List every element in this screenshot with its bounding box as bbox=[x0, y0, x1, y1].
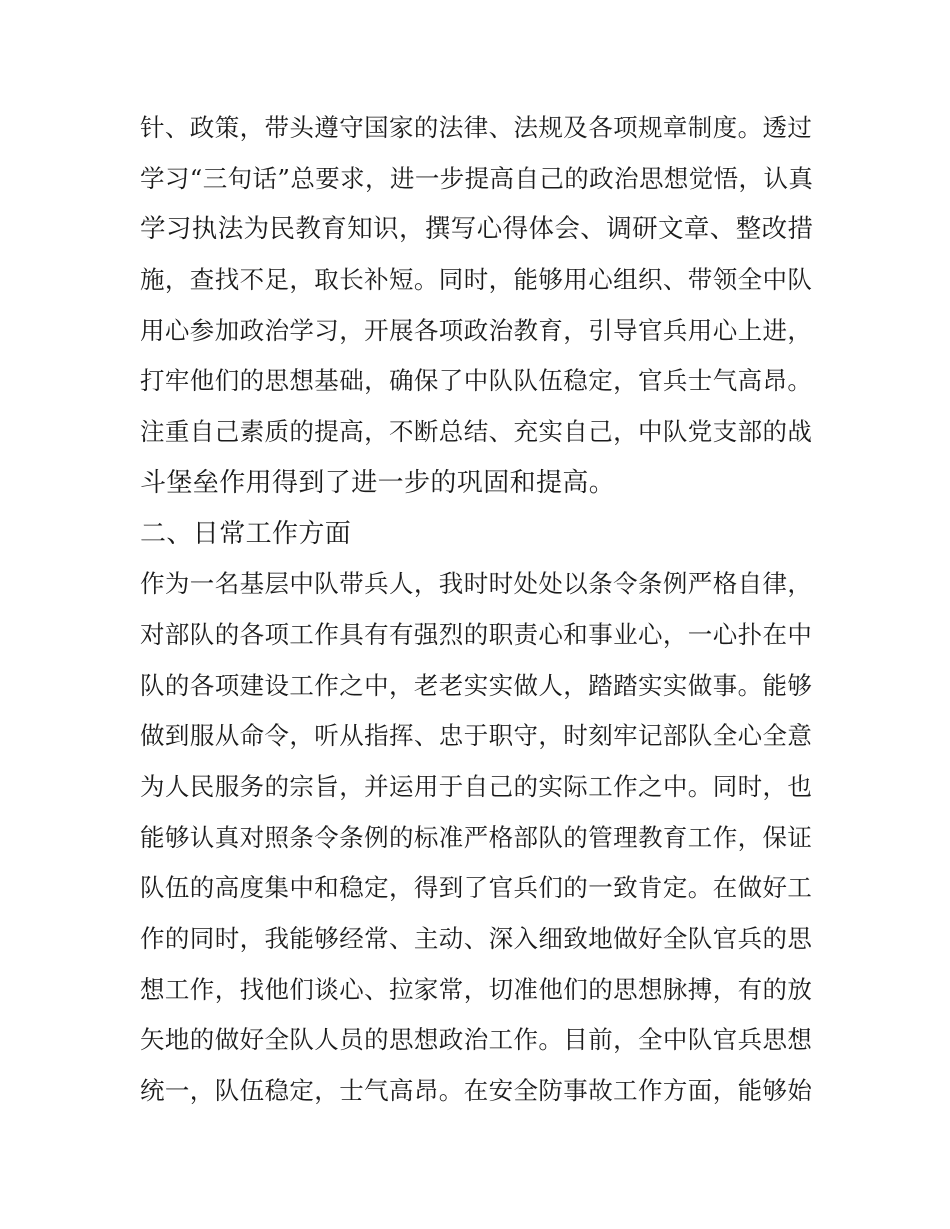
paragraph-line-17: 作的同时，我能够经常、主动、深入细致地做好全队官兵的思 bbox=[140, 924, 813, 953]
paragraph-line-4: 施，查找不足，取长补短。同时，能够用心组织、带领全中队 bbox=[140, 265, 813, 295]
paragraph-line-8: 斗堡垒作用得到了进一步的巩固和提高。 bbox=[140, 467, 616, 498]
paragraph-line-20: 统一，队伍稳定，士气高昂。在安全防事故工作方面，能够始 bbox=[140, 1076, 813, 1106]
paragraph-line-12: 队的各项建设工作之中，老老实实做人，踏踏实实做事。能够 bbox=[140, 670, 813, 700]
document-body bbox=[140, 103, 820, 1117]
paragraph-line-19: 矢地的做好全队人员的思想政治工作。目前，全中队官兵思想 bbox=[140, 1025, 813, 1055]
section-heading: 二、日常工作方面 bbox=[140, 518, 352, 549]
paragraph-line-1: 针、政策，带头遵守国家的法律、法规及各项规章制度。透过 bbox=[140, 113, 813, 142]
paragraph-line-16: 队伍的高度集中和稳定，得到了官兵们的一致肯定。在做好工 bbox=[140, 873, 813, 903]
paragraph-line-15: 能够认真对照条令条例的标准严格部队的管理教育工作，保证 bbox=[140, 822, 813, 852]
paragraph-line-11: 对部队的各项工作具有有强烈的职责心和事业心，一心扑在中 bbox=[140, 619, 813, 649]
paragraph-line-10: 作为一名基层中队带兵人，我时时处处以条令条例严格自律， bbox=[140, 569, 813, 599]
paragraph-line-6: 打牢他们的思想基础，确保了中队队伍稳定，官兵士气高昂。 bbox=[140, 366, 813, 396]
paragraph-line-2: 学习“三句话”总要求，进一步提高自己的政治思想觉悟，认真 bbox=[140, 163, 814, 193]
paragraph-line-3: 学习执法为民教育知识，撰写心得体会、调研文章、整改措 bbox=[140, 214, 814, 245]
paragraph-line-7: 注重自己素质的提高，不断总结、充实自己，中队党支部的战 bbox=[140, 417, 813, 447]
paragraph-line-18: 想工作，找他们谈心、拉家常，切准他们的思想脉搏，有的放 bbox=[140, 974, 813, 1004]
paragraph-line-5: 用心参加政治学习，开展各项政治教育，引导官兵用心上进， bbox=[140, 315, 813, 345]
paragraph-line-14: 为人民服务的宗旨，并运用于自己的实际工作之中。同时，也 bbox=[140, 771, 813, 801]
paragraph-line-13: 做到服从命令，听从指挥、忠于职守，时刻牢记部队全心全意 bbox=[140, 721, 813, 751]
